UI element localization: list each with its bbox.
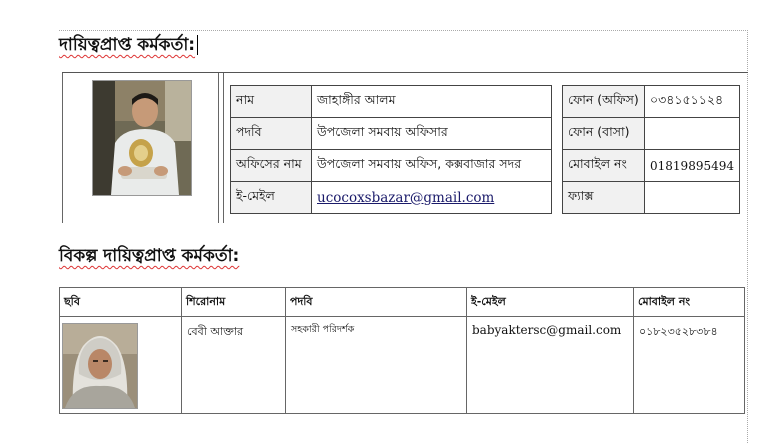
table-row [231, 86, 552, 118]
alt-mobile: ০১৮২৩৫২৮৩৮৪ [634, 317, 745, 414]
officer-contact-table [562, 85, 740, 214]
mobile-label: মোবাইল নং [563, 150, 645, 182]
name-label: নাম [231, 86, 312, 118]
col-name: শিরোনাম [182, 288, 286, 317]
office-value: উপজেলা সমবায় অফিস, কক্সবাজার সদর [312, 150, 552, 182]
designation-value: উপজেলা সমবায় অফিসার [312, 118, 552, 150]
office-label: অফিসের নাম [231, 150, 312, 182]
col-mobile: মোবাইল নং [634, 288, 745, 317]
alt-photo-cell [60, 317, 182, 414]
email-cell [312, 182, 552, 214]
table-row [231, 150, 552, 182]
alternate-officer-photo [62, 323, 138, 409]
table-row [231, 182, 552, 214]
alt-designation: সহকারী পরিদর্শক [286, 317, 467, 414]
phone-home-label: ফোন (বাসা) [563, 118, 645, 150]
fax-value [645, 182, 740, 214]
designation-label: পদবি [231, 118, 312, 150]
col-email: ই-মেইল [467, 288, 634, 317]
email-label: ই-মেইল [231, 182, 312, 214]
phone-office-value: ০৩৪১৫১১২৪ [645, 86, 740, 118]
phone-home-value [645, 118, 740, 150]
table-row [563, 86, 740, 118]
alternate-officer-table [59, 287, 745, 414]
col-photo: ছবি [60, 288, 182, 317]
alternate-officer-heading: বিকল্প দায়িত্বপ্রাপ্ত কর্মকর্তা: [59, 246, 240, 266]
name-value: জাহাঙ্গীর আলম [312, 86, 552, 118]
alt-email: babyaktersc@gmail.com [467, 317, 634, 414]
text-cursor [197, 35, 198, 55]
officer-info-table [230, 85, 552, 214]
phone-office-label: ফোন (অফিস) [563, 86, 645, 118]
fax-label: ফ্যাক্স [563, 182, 645, 214]
email-link[interactable]: ucocoxsbazar@gmail.com [317, 189, 495, 206]
officer-photo [92, 80, 192, 196]
primary-officer-heading [59, 32, 198, 60]
primary-heading-text: দায়িত্বপ্রাপ্ত কর্মকর্তা: [59, 35, 196, 55]
table-row [563, 150, 740, 182]
table-row [563, 118, 740, 150]
col-designation: পদবি [286, 288, 467, 317]
table-row [563, 182, 740, 214]
table-row [231, 118, 552, 150]
alt-name: বেবী আক্তার [182, 317, 286, 414]
mobile-value: 01819895494 [645, 150, 740, 182]
table-header-row [60, 288, 745, 317]
table-row [60, 317, 745, 414]
